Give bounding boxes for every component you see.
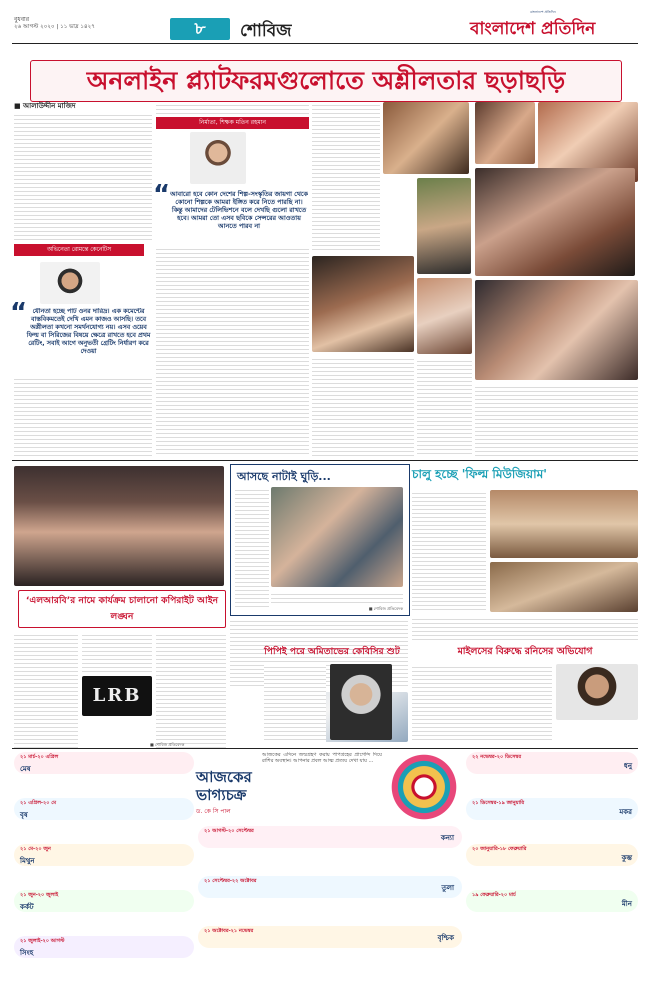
body-text xyxy=(412,664,552,742)
zodiac-name: বৃষ xyxy=(20,811,28,819)
museum-photo xyxy=(490,490,638,558)
section-rule xyxy=(12,460,638,461)
zodiac-name: কন্যা xyxy=(440,834,454,842)
horoscope-right-list xyxy=(466,752,638,932)
zodiac-name: কুম্ভ xyxy=(621,854,632,862)
masthead-date: ২৬ আগস্ট ২০২০ | ১১ ভাদ্র ১৪২৭ xyxy=(14,24,95,30)
lead-headline: অনলাইন প্ল্যাটফরমগুলোতে অশ্লীলতার ছড়াছড়ি xyxy=(86,66,566,95)
body-text xyxy=(271,591,403,605)
natok-photo-collage xyxy=(271,487,403,587)
zodiac-range: ২০ জানুয়ারি-১৮ ফেব্রুয়ারি xyxy=(472,846,527,852)
masthead-rule xyxy=(12,43,638,44)
zodiac-card xyxy=(466,752,638,774)
zodiac-card xyxy=(14,752,194,774)
zodiac-name: মেষ xyxy=(20,765,31,773)
body-text xyxy=(312,102,380,252)
body-text xyxy=(412,490,486,610)
zodiac-range: ১৯ ফেব্রুয়ারি-২০ মার্চ xyxy=(472,892,516,898)
natok-box xyxy=(230,464,410,616)
zodiac-name: বৃশ্চিক xyxy=(437,934,454,942)
zodiac-name: সিংহ xyxy=(20,949,34,957)
zodiac-card xyxy=(14,844,194,866)
body-text xyxy=(156,102,309,114)
musician-photo xyxy=(556,664,638,720)
scene-photo xyxy=(312,256,414,352)
quote-mark: “ xyxy=(10,298,28,328)
zodiac-range: ২১ জুন-২০ জুলাই xyxy=(20,892,59,898)
zodiac-card xyxy=(14,890,194,912)
zodiac-range: ২১ অক্টোবর-২১ নভেম্বর xyxy=(204,928,254,934)
zodiac-range: ২১ ডিসেম্বর-১৯ জানুয়ারি xyxy=(472,800,525,806)
zodiac-card xyxy=(466,844,638,866)
zodiac-card xyxy=(198,876,462,898)
scene-photo xyxy=(475,280,638,380)
lrb-logo xyxy=(82,676,152,716)
body-text xyxy=(82,632,152,672)
page-number-badge xyxy=(170,18,230,40)
body-text xyxy=(156,632,226,748)
body-text xyxy=(235,487,269,607)
quote-mark: “ xyxy=(153,180,171,210)
band-photo xyxy=(14,466,224,586)
body-text xyxy=(14,112,152,240)
zodiac-name: তুলা xyxy=(441,884,454,892)
zodiac-range: ২১ মে-২০ জুন xyxy=(20,846,51,852)
zodiac-card xyxy=(14,936,194,958)
amitabh-photo xyxy=(330,664,392,740)
ppe-headline: পিপিই পরে অমিতাভের কেবিসির শুট xyxy=(264,646,400,657)
horoscope-bottom-list xyxy=(198,826,462,978)
lead-headline-box xyxy=(30,60,622,102)
zodiac-card xyxy=(14,798,194,820)
body-text xyxy=(475,384,638,456)
quote-caption: নির্মাতা, শিক্ষক মতিন রহমান xyxy=(199,119,266,126)
quote-caption: অভিনেতা রোমন্তে কেনেটিস xyxy=(46,247,112,253)
zodiac-card xyxy=(198,826,462,848)
lrb-logo-text: LRB xyxy=(92,685,142,706)
headline-box xyxy=(18,590,226,628)
horoscope-title: আজকের ভাগ্যচক্র xyxy=(196,768,252,804)
quote-caption-bar xyxy=(156,117,309,129)
quote-caption-bar xyxy=(14,244,144,256)
horoscope-author: ড. কে সি পাল xyxy=(196,808,231,815)
zodiac-name: মিথুন xyxy=(20,857,35,865)
zodiac-range: ২১ আগস্ট-২০ সেপ্টেম্বর xyxy=(204,828,254,834)
scene-photo xyxy=(475,168,635,276)
scene-photo xyxy=(417,178,471,274)
body-text xyxy=(14,632,78,748)
portrait-photo xyxy=(190,132,246,184)
zodiac-name: মকর xyxy=(619,808,632,816)
zodiac-range: ২১ এপ্রিল-২০ মে xyxy=(20,800,57,806)
film-museum-headline-box xyxy=(412,466,638,486)
zodiac-name: মীন xyxy=(621,900,632,908)
film-museum-headline: চালু হচ্ছে 'ফিল্ম মিউজিয়াম' xyxy=(412,467,547,481)
zodiac-name: কর্কট xyxy=(20,903,34,911)
body-text xyxy=(156,246,309,456)
natok-headline: আসছে নাটাই ঘুড়ি... xyxy=(237,470,331,483)
lrb-headline: ‘এলআরবি’র নামে কার্যক্রম চালানো কপিরাইট আইন লঙ্ঘন xyxy=(25,595,219,622)
horoscope-left-list xyxy=(14,752,194,978)
page-number: ৮ xyxy=(194,19,206,39)
lrb-credit: ■ শোবিজ প্রতিবেদক xyxy=(150,742,185,747)
brand-logo: বাংলাদেশ প্রতিদিন xyxy=(470,19,596,39)
pull-quote: যৌনতা হচ্ছে পাট ওনর দারিদ্র। এক কমেন্টের বাস্তবিকমতেই দেখি এমন কাজও আসছি। তবে অপ্লীলতা কখনো সমর্থনযোগ্য নয়। এসব ওয়েব ফিল্ম বা সিরিজের বিষয়ে ক্ষেত্রে রাখতে হবে প্রথম রেটিং, সবাই আগে অনুভতী গ্রেটিং নির্ধারণ করে দেওয়া xyxy=(26,308,151,355)
zodiac-range: ২১ মার্চ-২০ এপ্রিল xyxy=(20,754,59,760)
body-text xyxy=(417,358,472,456)
horoscope-intro: আজকের এদিনে জন্মগ্রহণ করায় পাপগ্রহের প্রাগেন্দি দিয়ে রাশির অবস্থান। আপনার প্রবল আত্ম প্রত্যয় দেখা যায় ... xyxy=(262,752,382,764)
scene-photo xyxy=(417,278,472,354)
museum-photo xyxy=(490,562,638,612)
ppe-headline-box xyxy=(264,644,400,660)
portrait-photo xyxy=(40,262,100,304)
natok-credit: ■ শোবিজ প্রতিবেদক xyxy=(368,606,403,611)
scene-photo xyxy=(383,102,469,174)
body-text xyxy=(312,356,414,456)
zodiac-range: ২২ নভেম্বর-২০ ডিসেম্বর xyxy=(472,754,522,760)
zodiac-card xyxy=(466,798,638,820)
lead-byline: ■ আলাউদ্দীন মাজিদ xyxy=(14,102,76,110)
zodiac-card xyxy=(466,890,638,912)
zodiac-name: ধনু xyxy=(623,762,632,770)
brand-small: বাংলাদেশ প্রতিদিন xyxy=(530,10,556,14)
body-text xyxy=(412,616,638,642)
miles-headline: মাইলসের বিরুদ্ধে রনিসের অভিযোগ xyxy=(457,646,593,657)
body-text xyxy=(264,664,326,742)
pull-quote: আবারো হবে কোন দেশের শিল্প-সংস্কৃতির জায়গা থেকে কোনো শিল্পকে আমরা ইঙ্গিত করে নিতে পারছি না। কিন্তু আমাদের টেলিভিশনে বলে দেখছি গুলো রাখতে হবে। আমরা তো এসব ছবিকে সেন্সরের আওতায় আনতে পারব না xyxy=(170,190,308,230)
zodiac-range: ২১ জুলাই-২০ আগস্ট xyxy=(20,938,65,944)
section-rule xyxy=(12,748,638,749)
body-text xyxy=(14,376,152,456)
section-name: শোবিজ xyxy=(240,21,292,41)
miles-headline-box xyxy=(412,644,638,660)
zodiac-wheel xyxy=(386,752,462,822)
scene-photo xyxy=(475,102,535,164)
zodiac-card xyxy=(198,926,462,948)
masthead-day: বুধবার xyxy=(14,16,30,23)
zodiac-range: ২১ সেপ্টেম্বর-২২ অক্টোবর xyxy=(204,878,257,884)
